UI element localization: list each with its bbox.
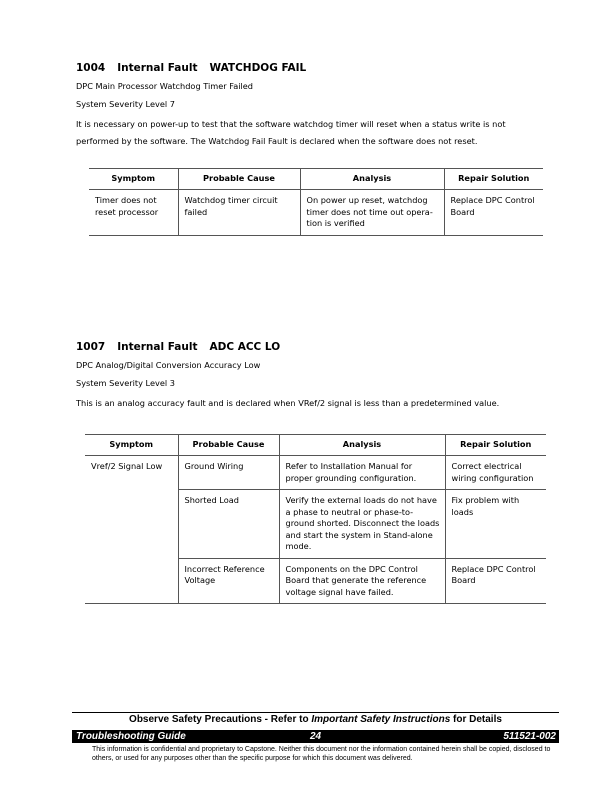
fault-code: 1004 bbox=[76, 62, 106, 74]
cell-symptom: Vref/2 Signal Low bbox=[91, 461, 163, 471]
table-row bbox=[85, 490, 546, 559]
fault-name: WATCHDOG FAIL bbox=[209, 62, 307, 74]
footer-divider bbox=[72, 712, 559, 713]
header-probable-cause: Probable Cause bbox=[178, 169, 300, 190]
cell-analysis: Components on the DPC Control Board that generate the reference voltage signal have failed. bbox=[279, 558, 445, 604]
fault-1004-section bbox=[76, 62, 546, 150]
cell-repair-solution: Correct electrical wiring configuration bbox=[445, 456, 546, 490]
fault-description: This is an analog accuracy fault and is declared when VRef/2 signal is less than a predetermined value. bbox=[76, 398, 500, 408]
header-repair-solution: Repair Solution bbox=[445, 435, 546, 456]
fault-1007-table bbox=[85, 434, 546, 604]
fault-code: 1007 bbox=[76, 341, 106, 353]
fault-description: It is necessary on power-up to test that the software watchdog timer will reset when a status write is not performed by the software. The Watchdog Fail Fault is declared when the software does not reset. bbox=[76, 119, 506, 146]
header-analysis: Analysis bbox=[279, 435, 445, 456]
cell-probable-cause: Incorrect Reference Voltage bbox=[178, 558, 279, 604]
cell-symptom bbox=[85, 558, 178, 604]
page-number: 24 bbox=[309, 731, 322, 742]
table-row bbox=[85, 456, 546, 490]
safety-prefix: Observe Safety Precautions - Refer to bbox=[129, 714, 312, 725]
table-row bbox=[85, 558, 546, 604]
fault-name: ADC ACC LO bbox=[209, 341, 281, 353]
cell-analysis: On power up reset, watchdog timer does not time out opera-tion is verified bbox=[300, 190, 444, 236]
cell-analysis: Refer to Installation Manual for proper grounding configuration. bbox=[279, 456, 445, 490]
fault-severity: System Severity Level 3 bbox=[76, 378, 175, 388]
table-row bbox=[89, 190, 543, 236]
cell-symptom bbox=[85, 490, 178, 559]
table-header-row bbox=[85, 435, 546, 456]
cell-repair-solution: Replace DPC Control Board bbox=[445, 558, 546, 604]
cell-analysis: Verify the external loads do not have a phase to neutral or phase-to-ground shorted. Disconnect the loads and start the system in Stand-alone mode. bbox=[279, 490, 445, 559]
header-symptom: Symptom bbox=[85, 435, 178, 456]
cell-probable-cause: Shorted Load bbox=[178, 490, 279, 559]
fault-category: Internal Fault bbox=[117, 341, 198, 353]
cell-repair-solution: Replace DPC Control Board bbox=[444, 190, 543, 236]
cell-symptom: Timer does not reset processor bbox=[89, 190, 178, 236]
document-number: 511521-002 bbox=[503, 731, 556, 742]
table-header-row bbox=[89, 169, 543, 190]
header-probable-cause: Probable Cause bbox=[178, 435, 279, 456]
fault-1004-heading bbox=[76, 62, 546, 74]
cell-probable-cause: Ground Wiring bbox=[178, 456, 279, 490]
fault-severity: System Severity Level 7 bbox=[76, 99, 175, 109]
footer-bar bbox=[72, 730, 559, 743]
fault-category: Internal Fault bbox=[117, 62, 198, 74]
header-symptom: Symptom bbox=[89, 169, 178, 190]
fault-1007-heading bbox=[76, 341, 546, 353]
fault-subtitle: DPC Analog/Digital Conversion Accuracy Low bbox=[76, 360, 261, 370]
safety-emphasis: Important Safety Instructions bbox=[311, 714, 451, 725]
fault-subtitle: DPC Main Processor Watchdog Timer Failed bbox=[76, 81, 254, 91]
safety-suffix: for Details bbox=[450, 714, 502, 725]
confidentiality-notice: This information is confidential and proprietary to Capstone. Neither this document nor the information contained herein shall be copied, disclosed to others, or used for any purposes other than the specific purpose for which this document was delivered. bbox=[92, 746, 551, 762]
guide-title: Troubleshooting Guide bbox=[76, 731, 186, 742]
fault-1004-table bbox=[89, 168, 543, 236]
footer-safety-notice bbox=[72, 714, 559, 725]
cell-repair-solution: Fix problem with loads bbox=[445, 490, 546, 559]
header-analysis: Analysis bbox=[300, 169, 444, 190]
fault-1007-section bbox=[76, 341, 546, 412]
cell-probable-cause: Watchdog timer circuit failed bbox=[178, 190, 300, 236]
header-repair-solution: Repair Solution bbox=[444, 169, 543, 190]
